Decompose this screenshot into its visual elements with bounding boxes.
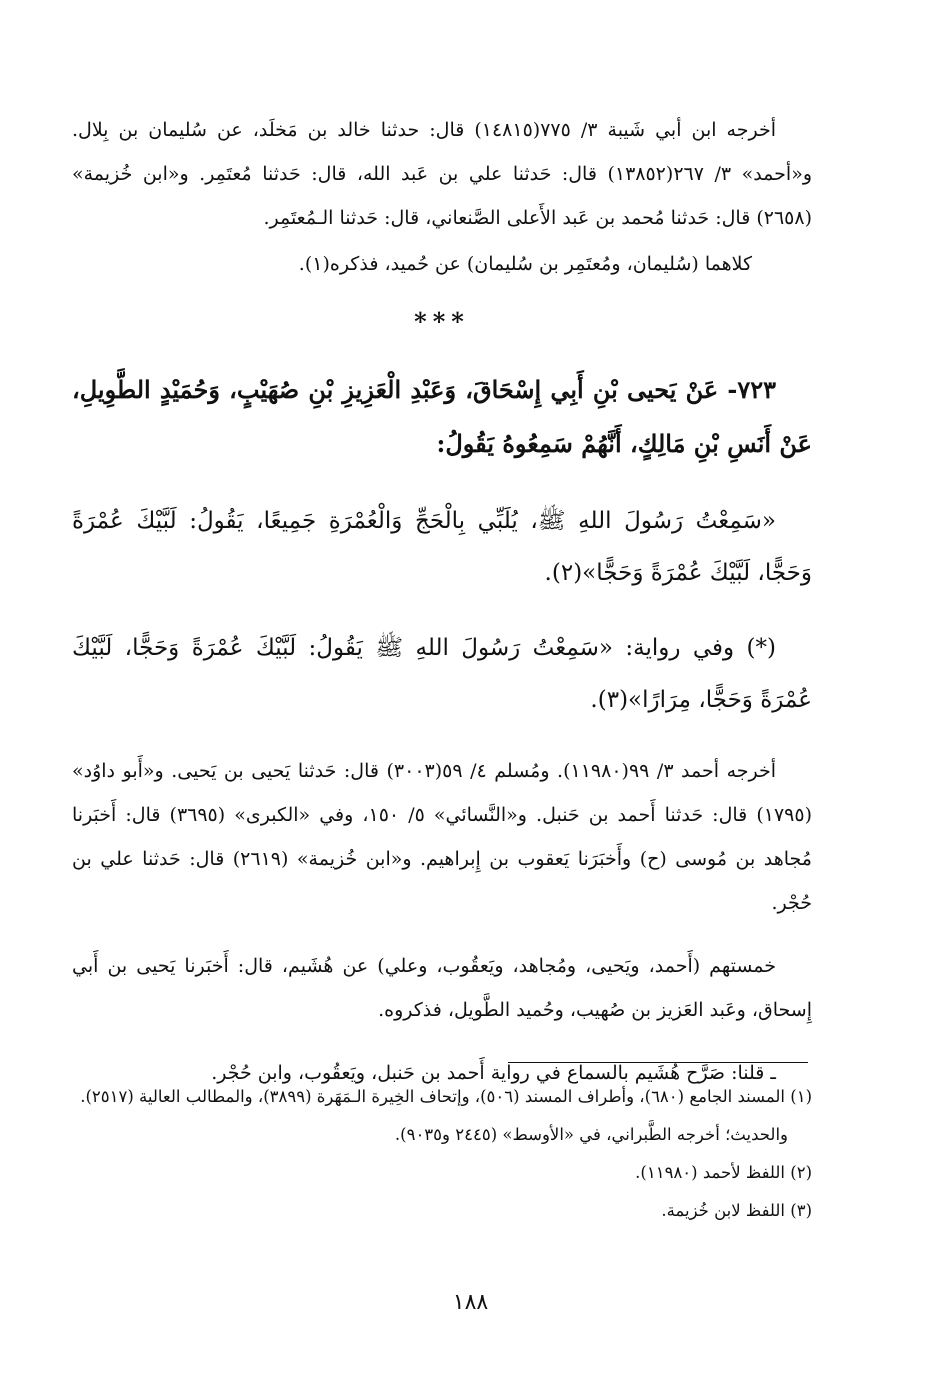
page-number: ١٨٨ <box>452 1290 489 1315</box>
footnote-3: (٣) اللفظ لابن خُزيمة. <box>661 1201 812 1220</box>
editor-note-paragraph: ـ قلنا: صَرَّح هُشَيم بالسماع في رواية أَحمد بن حَنبل، ويَعقُوب، وابن حُجْر. <box>211 1062 776 1084</box>
hadith-matn: «سَمِعْتُ رَسُولَ اللهِ ﷺ، يُلَبِّي بِالْحَجِّ وَالْعُمْرَةِ جَمِيعًا، يَقُولُ: لَبَّيْكَ عُمْرَةً وَحَجًّا، لَبَّيْكَ عُمْرَةً وَحَجًّا»(٢). <box>72 508 812 586</box>
footnote-divider <box>508 1062 808 1063</box>
hadith-heading: ٧٢٣- عَنْ يَحيى بْنِ أَبِي إِسْحَاقَ، وَعَبْدِ الْعَزِيزِ بْنِ صُهَيْبٍ، وَحُمَيْدٍ الطَّوِيلِ، عَنْ أَنَسِ بْنِ مَالِكٍ، أَنَّهُمْ سَمِعُوهُ يَقُولُ: <box>72 375 812 458</box>
section-separator: *** <box>414 307 470 336</box>
page-body <box>72 108 812 1114</box>
footnote-1-continuation: والحديث؛ أخرجه الطَّبراني، في «الأوسط» (٢٤٤٥ و٩٠٣٥). <box>394 1125 788 1144</box>
top-takhrij-text: أخرجه ابن أبي شَيبة ٣/ ٧٧٥(١٤٨١٥) قال: حدثنا خالد بن مَخلَد، عن سُليمان بن بِلال. و«أحمد» ٣/ ٢٦٧(١٣٨٥٢) قال: حَدثنا علي بن عَبد الله، قال: حَدثنا مُعتَمِر. و«ابن خُزيمة» (٢٦٥٨) قال: حَدثنا مُحمد بن عَبد الأَعلى الصَّنعاني، قال: حَدثنا الـمُعتَمِر. <box>72 119 812 229</box>
top-summary-line: كلاهما (سُليمان، ومُعتَمِر بن سُليمان) عن حُميد، فذكره(١). <box>298 253 752 275</box>
footnote-1: (١) المسند الجامع (٦٨٠)، وأطراف المسند (٥٠٦)، وإتحاف الخِيرة الـمَهَرة (٣٨٩٩)، والمطالب العالية (٢٥١٧). <box>80 1087 812 1106</box>
hadith-alternate-narration: (*) وفي رواية: «سَمِعْتُ رَسُولَ اللهِ ﷺ يَقُولُ: لَبَّيْكَ عُمْرَةً وَحَجًّا، لَبَّيْكَ عُمْرَةً وَحَجًّا، مِرَارًا»(٣). <box>72 635 812 713</box>
top-takhrij-paragraph <box>72 108 812 240</box>
footnotes-section <box>72 1078 812 1230</box>
takhrij-paragraph: أخرجه أحمد ٣/ ٩٩(١١٩٨٠). ومُسلم ٤/ ٥٩(٣٠٠٣) قال: حَدثنا يَحيى بن يَحيى. و«أَبو داوُد» (١٧٩٥) قال: حَدثنا أَحمد بن حَنبل. و«النَّسائي» ٥/ ١٥٠، وفي «الكبرى» (٣٦٩٥) قال: أَخبَرنا مُجاهد بن مُوسى (ح) وأَخبَرَنا يَعقوب بن إِبراهيم. و«ابن خُزيمة» (٢٦١٩) قال: حَدثنا علي بن حُجْر. <box>72 760 812 914</box>
footnote-2: (٢) اللفظ لأحمد (١١٩٨٠). <box>635 1163 812 1182</box>
takhrij-summary-paragraph: خمستهم (أَحمد، ويَحيى، ومُجاهد، ويَعقُوب، وعلي) عن هُشَيم، قال: أَخبَرنا يَحيى بن أَبي إِسحاق، وعَبد العَزيز بن صُهيب، وحُميد الطَّويل، فذكروه. <box>72 955 812 1021</box>
